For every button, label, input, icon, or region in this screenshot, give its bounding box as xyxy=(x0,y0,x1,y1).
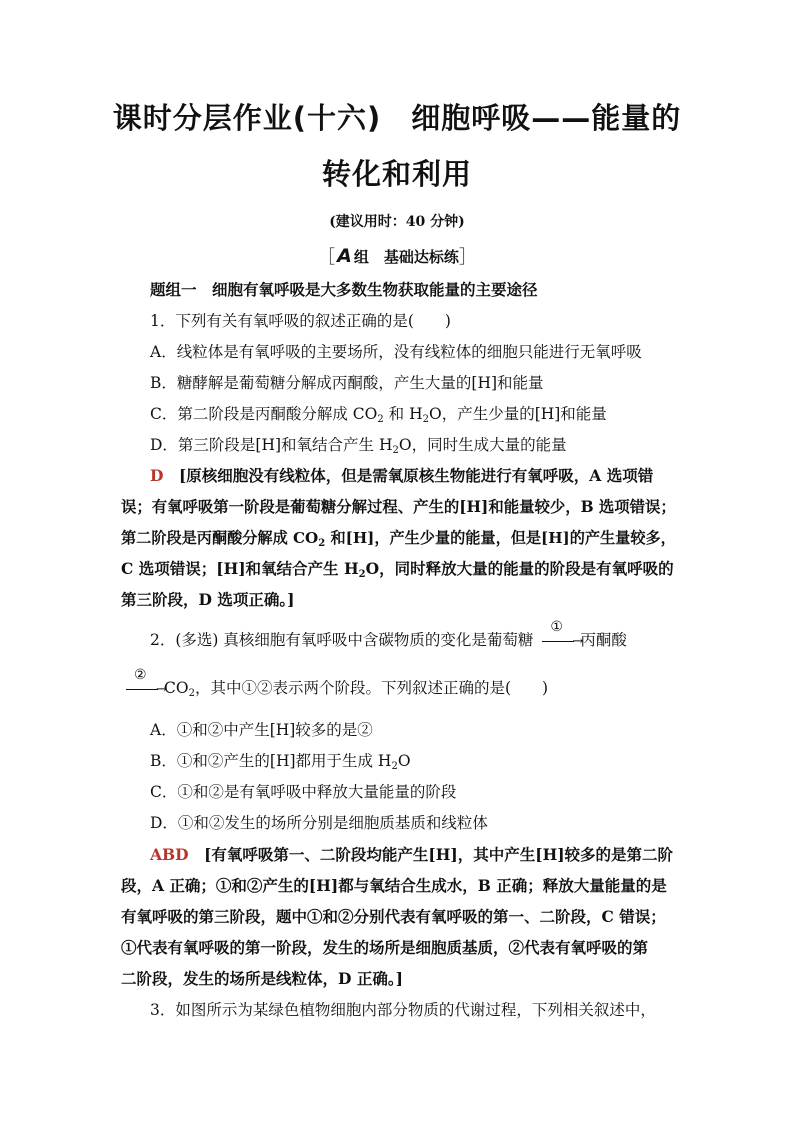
q2-explanation-line-5: 二阶段，发生的场所是线粒体，D 正确。] xyxy=(121,969,403,988)
q1-option-d xyxy=(150,435,567,455)
q1-stem: 1．下列有关有氧呼吸的叙述正确的是( ) xyxy=(150,312,451,330)
q2-option-b xyxy=(150,751,411,771)
suggested-duration: (建议用时：40 分钟) xyxy=(329,214,465,230)
q2-option-b-sub: 2 xyxy=(391,761,398,772)
q1-explanation-line-5: 第三阶段，D 选项正确。] xyxy=(121,590,295,609)
q2-stem-text-4: ，其中①②表示两个阶段。下列叙述正确的是( ) xyxy=(194,679,549,697)
q2-explanation-line-1 xyxy=(150,845,674,865)
q1-explanation-line-4 xyxy=(121,559,674,579)
q1-explanation-line-2: 误；有氧呼吸第一阶段是葡萄糖分解过程、产生的[H]和能量较少，B 选项错误； xyxy=(121,498,676,516)
q1-option-d-text-2: O，同时生成大量的能量 xyxy=(398,436,567,454)
arrow-2-line xyxy=(126,689,158,690)
q1-option-c-sub-1: 2 xyxy=(377,414,384,425)
q1-option-d-sub: 2 xyxy=(392,445,399,456)
q1-explanation-4-text-2: O，同时释放大量的能量的阶段是有氧呼吸的 xyxy=(365,559,674,578)
q2-option-c: C．①和②是有氧呼吸中释放大量能量的阶段 xyxy=(150,783,457,801)
group-letter: A xyxy=(337,245,352,267)
q1-explanation-4-sub: 2 xyxy=(358,569,366,580)
arrow-1-head-icon: → xyxy=(572,634,584,649)
q3-stem: 3．如图所示为某绿色植物细胞内部分物质的代谢过程，下列相关叙述中， xyxy=(150,1001,656,1019)
arrow-2-head-icon: → xyxy=(156,682,167,697)
arrow-1-label: ① xyxy=(550,619,563,635)
q1-explanation-4-text-1: C 选项错误；[H]和氧结合产生 H xyxy=(121,559,359,578)
q1-option-c-text-2: 和 H xyxy=(383,405,423,423)
q1-explanation-line-3 xyxy=(121,528,676,548)
topic-heading: 题组一 细胞有氧呼吸是大多数生物获取能量的主要途径 xyxy=(150,280,538,299)
q2-stem-line-1 xyxy=(150,619,627,651)
q1-option-c-text-1: C．第二阶段是丙酮酸分解成 CO xyxy=(150,405,378,423)
q2-option-b-text-2: O xyxy=(397,752,411,770)
q2-explanation-line-3: 有氧呼吸的第三阶段，题中①和②分别代表有氧呼吸的第一、二阶段，C 错误； xyxy=(121,907,666,926)
q1-option-d-text-1: D．第三阶段是[H]和氧结合产生 H xyxy=(150,436,393,454)
q1-explanation-3-sub: 2 xyxy=(318,538,326,549)
reaction-arrow-2 xyxy=(122,667,167,699)
bracket-open: ［ xyxy=(317,247,336,268)
reaction-arrow-1 xyxy=(538,619,584,651)
page-title-line-1: 课时分层作业(十六) 细胞呼吸——能量的 xyxy=(112,101,682,135)
page-title-line-2: 转化和利用 xyxy=(321,157,472,191)
q2-option-d: D．①和②发生的场所分别是细胞质基质和线粒体 xyxy=(150,814,488,832)
q2-stem-line-2 xyxy=(122,667,549,699)
group-label: 组 基础达标练 xyxy=(353,248,459,266)
q1-option-a: A．线粒体是有氧呼吸的主要场所，没有线粒体的细胞只能进行无氧呼吸 xyxy=(150,343,642,361)
q2-stem-text-1: 2．(多选) 真核细胞有氧呼吸中含碳物质的变化是葡萄糖 xyxy=(150,631,534,649)
q2-stem-text-2: 丙酮酸 xyxy=(580,631,627,649)
q2-stem-sub: 2 xyxy=(188,688,195,699)
bracket-close: ］ xyxy=(458,247,477,268)
q2-option-b-text-1: B．①和②产生的[H]都用于生成 H xyxy=(150,752,392,770)
q1-explanation-1: [原核细胞没有线粒体，但是需氧原核生物能进行有氧呼吸，A 选项错 xyxy=(178,466,654,485)
arrow-2-label: ② xyxy=(134,667,147,683)
q2-option-a: A．①和②中产生[H]较多的是② xyxy=(150,721,373,739)
q1-explanation-3-text-1: 第二阶段是丙酮酸分解成 CO xyxy=(121,529,319,547)
q1-explanation-line-1 xyxy=(150,466,674,486)
q2-explanation-1: [有氧呼吸第一、二阶段均能产生[H]，其中产生[H]较多的是第二阶 xyxy=(204,845,674,864)
q1-explanation-3-text-2: 和[H]，产生少量的能量，但是[H]的产生量较多， xyxy=(325,529,676,547)
group-heading xyxy=(0,243,794,269)
q2-explanation-line-4: ①代表有氧呼吸的第一阶段，发生的场所是细胞质基质，②代表有氧呼吸的第 xyxy=(121,938,649,957)
q2-answer: ABD xyxy=(150,845,189,864)
q1-answer: D xyxy=(150,466,164,485)
q2-stem-text-3: CO xyxy=(164,679,189,697)
arrow-1-line xyxy=(542,641,574,642)
q1-option-c-sub-2: 2 xyxy=(422,414,429,425)
q1-option-c xyxy=(150,404,607,424)
q1-option-b: B．糖酵解是葡萄糖分解成丙酮酸，产生大量的[H]和能量 xyxy=(150,374,544,392)
q2-explanation-line-2: 段，A 正确；①和②产生的[H]都与氧结合生成水，B 正确；释放大量能量的是 xyxy=(121,876,667,895)
q1-option-c-text-3: O，产生少量的[H]和能量 xyxy=(428,405,607,423)
